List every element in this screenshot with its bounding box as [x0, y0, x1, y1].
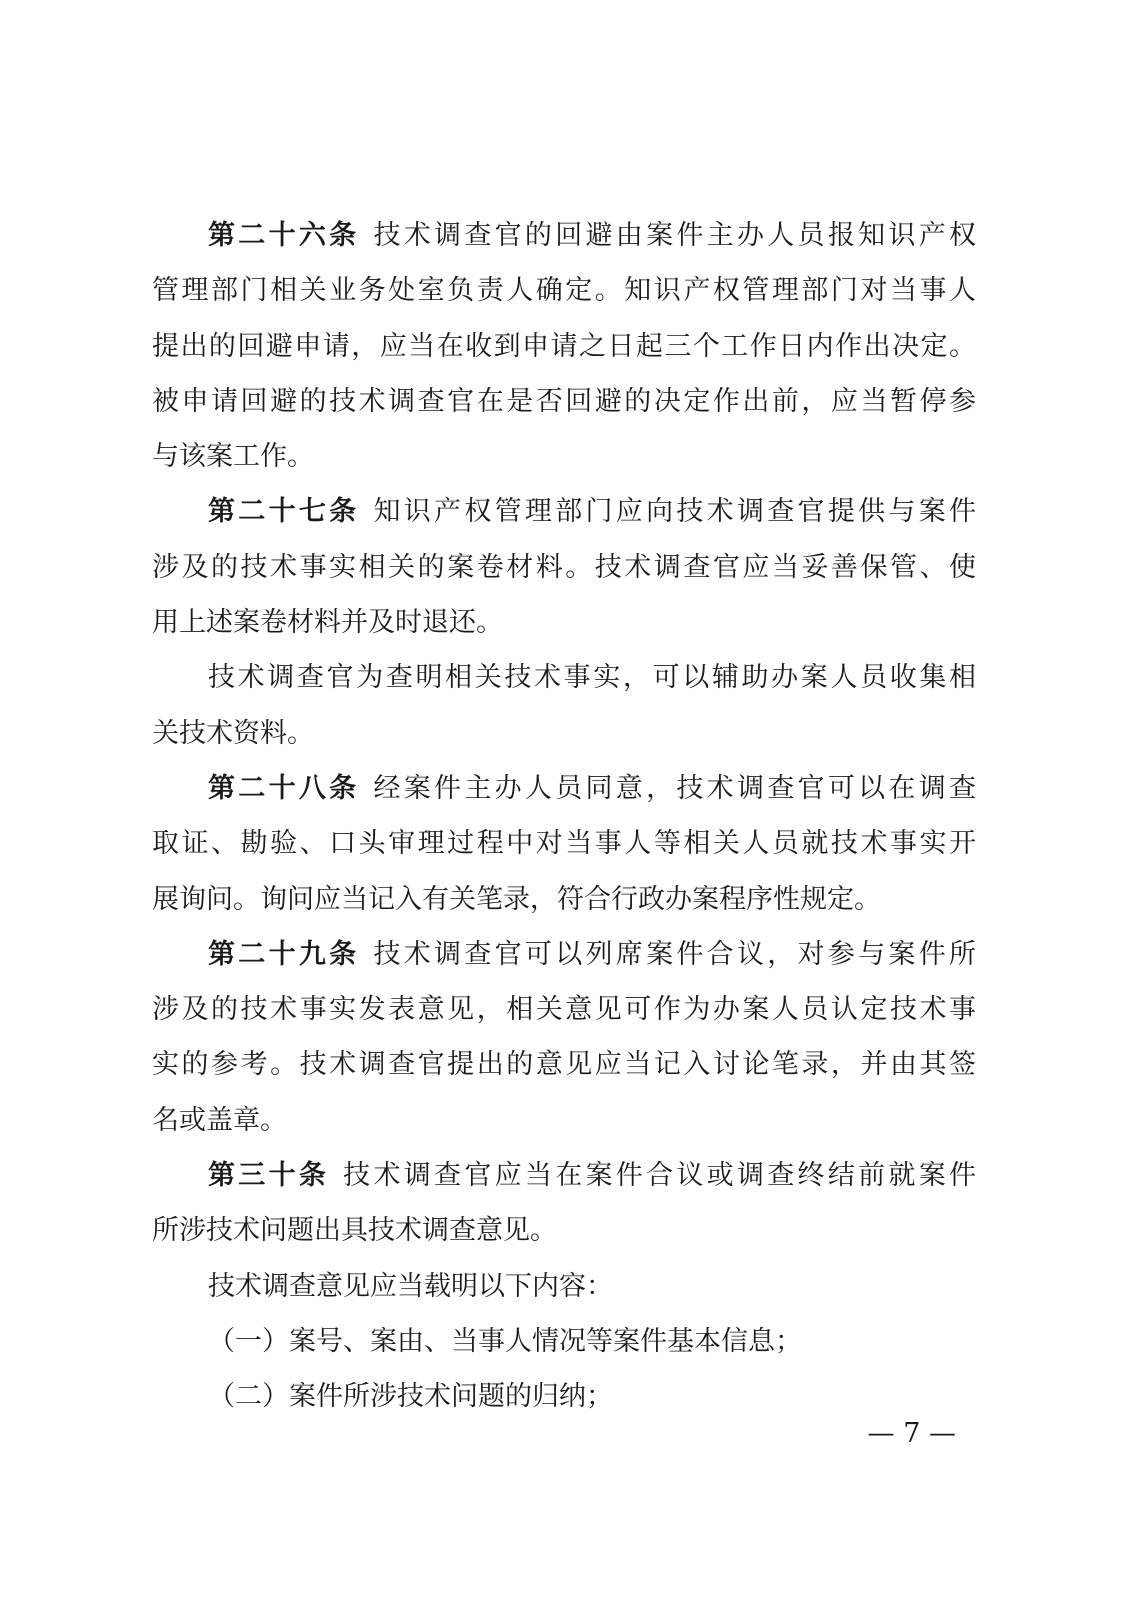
article-26-line-5: 与该案工作。	[152, 441, 314, 473]
article-27-line-2: 涉及的技术事实相关的案卷材料。技术调查官应当妥善保管、使	[152, 551, 976, 583]
article-26-line-4: 被申请回避的技术调查官在是否回避的决定作出前，应当暂停参	[152, 385, 976, 417]
article-28-text-1: 经案件主办人员同意，技术调查官可以在调查	[373, 772, 976, 804]
article-27-line-3: 用上述案卷材料并及时退还。	[152, 607, 503, 639]
article-30-item-2: （二）案件所涉技术问题的归纳；	[208, 1381, 613, 1413]
article-30-text-1: 技术调查官应当在案件合议或调查终结前就案件	[343, 1160, 976, 1192]
article-29-line-2: 涉及的技术事实发表意见，相关意见可作为办案人员认定技术事	[152, 994, 976, 1026]
article-30-line-2: 所涉技术问题出具技术调查意见。	[152, 1215, 557, 1247]
article-29-line-1	[152, 927, 976, 982]
article-26-text-1: 技术调查官的回避由案件主办人员报知识产权	[373, 220, 976, 251]
document-body	[152, 208, 976, 1425]
article-26-line-3: 提出的回避申请，应当在收到申请之日起三个工作日内作出决定。	[152, 330, 976, 362]
article-26-line-1	[152, 208, 976, 263]
article-27-line-1	[152, 484, 976, 539]
article-26-heading: 第二十六条	[208, 220, 360, 251]
article-27-para-2-line-1: 技术调查官为查明相关技术事实，可以辅助办案人员收集相	[208, 662, 976, 694]
article-29-text-1: 技术调查官可以列席案件合议，对参与案件所	[373, 938, 976, 970]
article-26-line-2: 管理部门相关业务处室负责人确定。知识产权管理部门对当事人	[152, 275, 976, 307]
article-28-line-1	[152, 761, 976, 816]
article-27-text-1: 知识产权管理部门应向技术调查官提供与案件	[373, 496, 976, 528]
article-27-heading: 第二十七条	[208, 496, 360, 528]
article-29-line-3: 实的参考。技术调查官提出的意见应当记入讨论笔录，并由其签	[152, 1049, 976, 1081]
article-30-para-2: 技术调查意见应当载明以下内容：	[208, 1270, 613, 1302]
page-number: — 7 —	[867, 1418, 956, 1449]
article-27-para-2-line-2: 关技术资料。	[152, 717, 314, 749]
article-28-line-2: 取证、勘验、口头审理过程中对当事人等相关人员就技术事实开	[152, 828, 976, 860]
article-28-line-3: 展询问。询问应当记入有关笔录，符合行政办案程序性规定。	[152, 883, 881, 915]
article-30-item-1: （一）案号、案由、当事人情况等案件基本信息；	[208, 1325, 802, 1357]
article-29-line-4: 名或盖章。	[152, 1104, 287, 1136]
article-28-heading: 第二十八条	[208, 772, 360, 804]
article-29-heading: 第二十九条	[208, 938, 360, 970]
page-footer	[0, 1414, 1131, 1454]
article-30-heading: 第三十条	[208, 1160, 330, 1192]
article-30-line-1	[152, 1148, 976, 1203]
